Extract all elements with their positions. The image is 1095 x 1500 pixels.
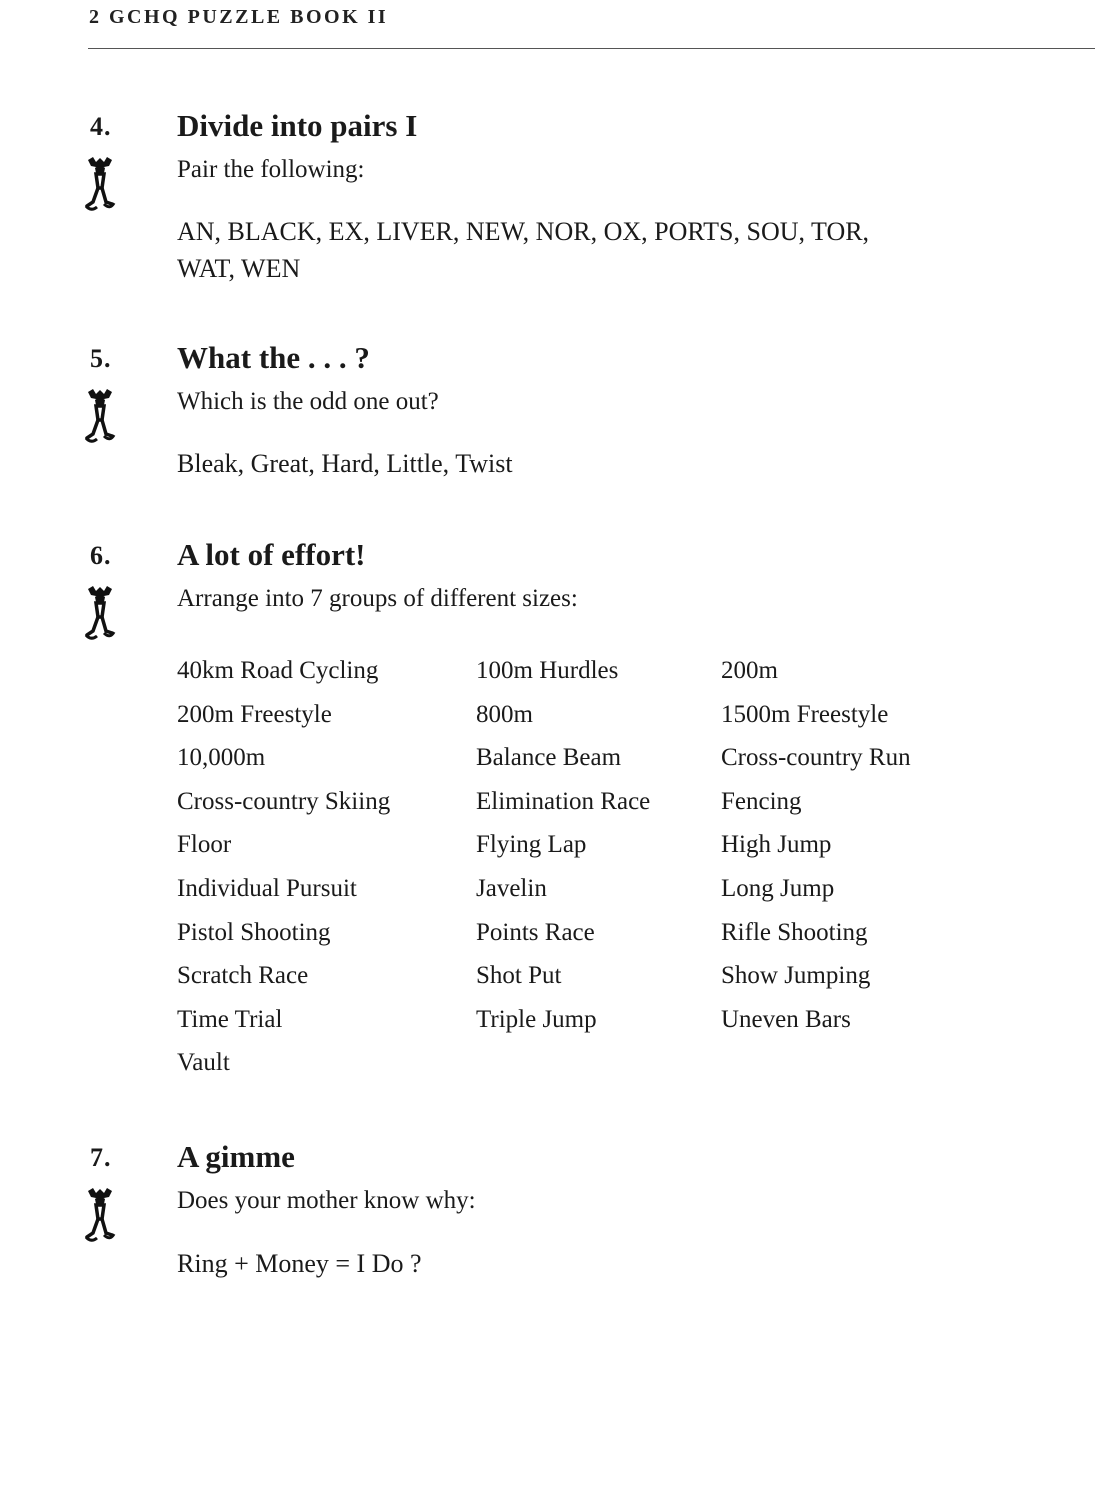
difficulty-figure-icon <box>84 154 116 214</box>
event-item: 10,000m <box>177 744 266 772</box>
event-item: Show Jumping <box>721 962 871 990</box>
puzzle-intro: Does your mother know why: <box>177 1187 476 1214</box>
puzzle-line: Ring + Money = I Do ? <box>177 1249 422 1278</box>
event-item: Floor <box>177 831 232 859</box>
puzzle-intro: Arrange into 7 groups of different sizes: <box>177 585 578 612</box>
event-item: 40km Road Cycling <box>177 657 379 684</box>
event-item: Cross-country Skiing <box>177 787 391 815</box>
puzzle-number: 5. <box>90 344 112 373</box>
puzzle-body <box>177 213 977 287</box>
event-item: Rifle Shooting <box>721 918 868 946</box>
puzzle-line: WAT, WEN <box>177 254 301 283</box>
puzzle-title: What the . . . ? <box>177 340 370 375</box>
running-head: 2 GCHQ PUZZLE BOOK II <box>89 6 389 28</box>
puzzle-body <box>177 1245 977 1282</box>
event-item: Fencing <box>721 787 802 815</box>
puzzle-title: Divide into pairs I <box>177 108 418 143</box>
puzzle-title: A lot of effort! <box>177 537 366 572</box>
event-item: 800m <box>476 700 533 728</box>
event-item: Uneven Bars <box>721 1005 851 1033</box>
event-item: 200m <box>721 657 778 684</box>
puzzle-number: 4. <box>90 112 112 141</box>
puzzle-title: A gimme <box>177 1139 295 1174</box>
puzzle-number: 6. <box>90 541 112 570</box>
event-item: High Jump <box>721 831 832 859</box>
event-item: Points Race <box>476 918 595 946</box>
puzzle-line: AN, BLACK, EX, LIVER, NEW, NOR, OX, PORTS, SOU, TOR, <box>177 217 870 246</box>
puzzle-intro: Pair the following: <box>177 156 365 183</box>
difficulty-figure-icon <box>84 583 116 643</box>
event-item: Javelin <box>476 875 547 902</box>
puzzle-number: 7. <box>90 1143 112 1172</box>
event-item: Vault <box>177 1049 230 1077</box>
puzzle-line: Bleak, Great, Hard, Little, Twist <box>177 449 513 478</box>
puzzle-body <box>177 445 977 482</box>
event-item: Balance Beam <box>476 744 622 772</box>
event-item: Flying Lap <box>476 831 587 859</box>
event-item: Individual Pursuit <box>177 875 357 902</box>
event-item: Scratch Race <box>177 962 309 990</box>
puzzle-intro: Which is the odd one out? <box>177 388 439 415</box>
difficulty-figure-icon <box>84 1185 116 1245</box>
event-item: Elimination Race <box>476 787 651 815</box>
event-item: 200m Freestyle <box>177 700 332 728</box>
difficulty-figure-icon <box>84 386 116 446</box>
event-item: 100m Hurdles <box>476 657 619 684</box>
event-item: Shot Put <box>476 962 562 990</box>
event-item: Pistol Shooting <box>177 918 331 946</box>
event-item: Long Jump <box>721 875 835 902</box>
event-item: Triple Jump <box>476 1005 597 1033</box>
event-item: Cross-country Run <box>721 744 911 772</box>
event-item: Time Trial <box>177 1005 283 1033</box>
header-rule <box>88 48 1095 49</box>
event-item: 1500m Freestyle <box>721 700 889 728</box>
